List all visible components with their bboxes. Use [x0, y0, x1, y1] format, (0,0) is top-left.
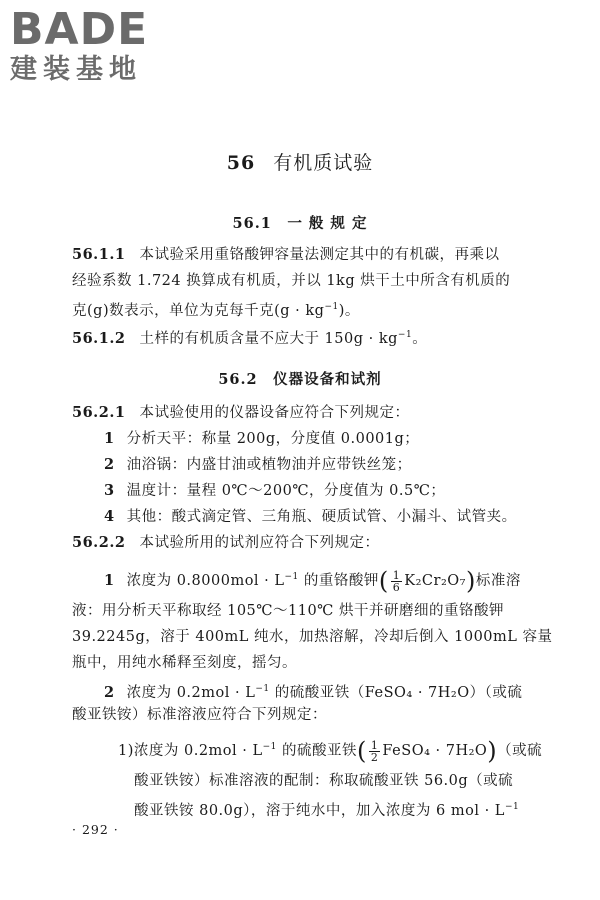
superscript: −1	[504, 802, 520, 812]
fraction-denominator: 2	[370, 750, 379, 764]
item-number: 4	[104, 508, 115, 525]
clause-56-1-1-line2: 经验系数 1.724 换算成有机质，并以 1kg 烘干土中所含有机质的	[72, 273, 511, 289]
clause-text-end: 。	[412, 331, 428, 347]
superscript: −1	[262, 742, 277, 752]
item-number: 2	[104, 684, 115, 701]
sub-item-text: 浓度为 0.2mol · L	[133, 743, 263, 759]
sub-item-number: 1)	[118, 743, 134, 759]
clause-text: 本试验使用的仪器设备应符合下列规定：	[139, 405, 410, 421]
fraction	[391, 570, 403, 593]
section-title-56-1: 56.1 一 般 规 定	[232, 215, 368, 232]
chemical-formula: FeSO₄ · 7H₂O	[382, 743, 488, 759]
fraction	[369, 740, 381, 763]
logo-wordmark: BADE	[10, 4, 149, 55]
clause-number: 56.1.2	[72, 330, 126, 347]
list-item	[104, 480, 445, 502]
clause-text: 土样的有机质含量不应大于 150g · kg	[139, 331, 398, 347]
item-text: 其他：酸式滴定管、三角瓶、硬质试管、小漏斗、试管夹。	[126, 509, 517, 525]
chapter-name: 有机质试验	[273, 152, 374, 174]
clause-text: 本试验所用的试剂应符合下列规定：	[139, 535, 380, 551]
superscript: −1	[255, 684, 270, 694]
item-number: 3	[104, 482, 115, 499]
item-number: 1	[104, 430, 115, 447]
reagent-1-line1	[104, 566, 521, 593]
reagent-1-line2: 液：用分析天平称取经 105℃～110℃ 烘干并研磨细的重铬酸钾	[72, 603, 505, 619]
sub-item-1-line2: 酸亚铁铵）标准溶液的配制：称取硫酸亚铁 56.0g（或硫	[134, 773, 514, 789]
sub-item-text: （或硫	[497, 743, 543, 759]
left-paren: (	[378, 567, 389, 595]
reagent-text: 的重铬酸钾	[298, 573, 379, 589]
clause-56-1-2	[72, 324, 540, 350]
clause-number: 56.2.1	[72, 404, 126, 421]
item-number: 1	[104, 572, 115, 589]
logo-subtitle: 建装基地	[10, 54, 142, 85]
fraction-numerator: 1	[370, 738, 379, 752]
reagent-text: 浓度为 0.8000mol · L	[126, 573, 285, 589]
fraction-denominator: 6	[392, 580, 401, 594]
reagent-1-line3: 39.2245g，溶于 400mL 纯水，加热溶解，冷却后倒入 1000mL 容量	[72, 629, 553, 645]
clause-text: 本试验采用重铬酸钾容量法测定其中的有机碳，再乘以	[139, 247, 500, 263]
chapter-title	[0, 148, 600, 175]
reagent-text: 标准溶	[475, 573, 521, 589]
sub-item-text: 酸亚铁铵 80.0g），溶于纯水中，加入浓度为 6 mol · L	[134, 803, 505, 819]
item-text: 油浴锅：内盛甘油或植物油并应带铁丝笼；	[126, 457, 412, 473]
list-item	[104, 428, 419, 450]
reagent-2-line2: 酸亚铁铵）标准溶液应符合下列规定：	[72, 707, 327, 723]
reagent-text: 浓度为 0.2mol · L	[126, 685, 256, 701]
superscript: −1	[324, 302, 339, 312]
right-paren: )	[487, 737, 498, 765]
clause-text: 克(g)数表示，单位为克每千克(g · kg	[72, 303, 325, 319]
list-item	[104, 506, 517, 528]
chemical-formula: K₂Cr₂O₇	[404, 573, 466, 589]
reagent-2-line1	[104, 678, 522, 704]
item-text: 温度计：量程 0℃～200℃，分度值为 0.5℃；	[126, 483, 446, 499]
item-number: 2	[104, 456, 115, 473]
clause-56-2-2	[72, 532, 540, 554]
left-paren: (	[357, 737, 367, 765]
sub-item-1-line1	[118, 736, 542, 763]
clause-56-2-1	[72, 402, 540, 424]
chapter-number: 56	[226, 152, 256, 174]
page-number: · 292 ·	[72, 822, 119, 837]
clause-56-1-1-line1	[72, 244, 540, 266]
fraction-numerator: 1	[392, 568, 401, 582]
logo	[10, 6, 148, 86]
reagent-1-line4: 瓶中，用纯水稀释至刻度，摇匀。	[72, 655, 297, 671]
clause-56-1-1-line3	[72, 296, 540, 322]
list-item	[104, 454, 412, 476]
sub-item-1-line3	[134, 796, 519, 822]
sub-item-text: 的硫酸亚铁	[276, 743, 358, 759]
clause-number: 56.2.2	[72, 534, 126, 551]
clause-text-end: )。	[338, 303, 360, 319]
item-text: 分析天平：称量 200g，分度值 0.0001g；	[126, 431, 420, 447]
clause-number: 56.1.1	[72, 246, 126, 263]
reagent-text: 的硫酸亚铁（FeSO₄ · 7H₂O）（或硫	[269, 685, 523, 701]
right-paren: )	[465, 567, 476, 595]
superscript: −1	[284, 572, 299, 582]
superscript: −1	[397, 330, 413, 340]
section-title-56-2: 56.2 仪器设备和试剂	[218, 371, 382, 388]
